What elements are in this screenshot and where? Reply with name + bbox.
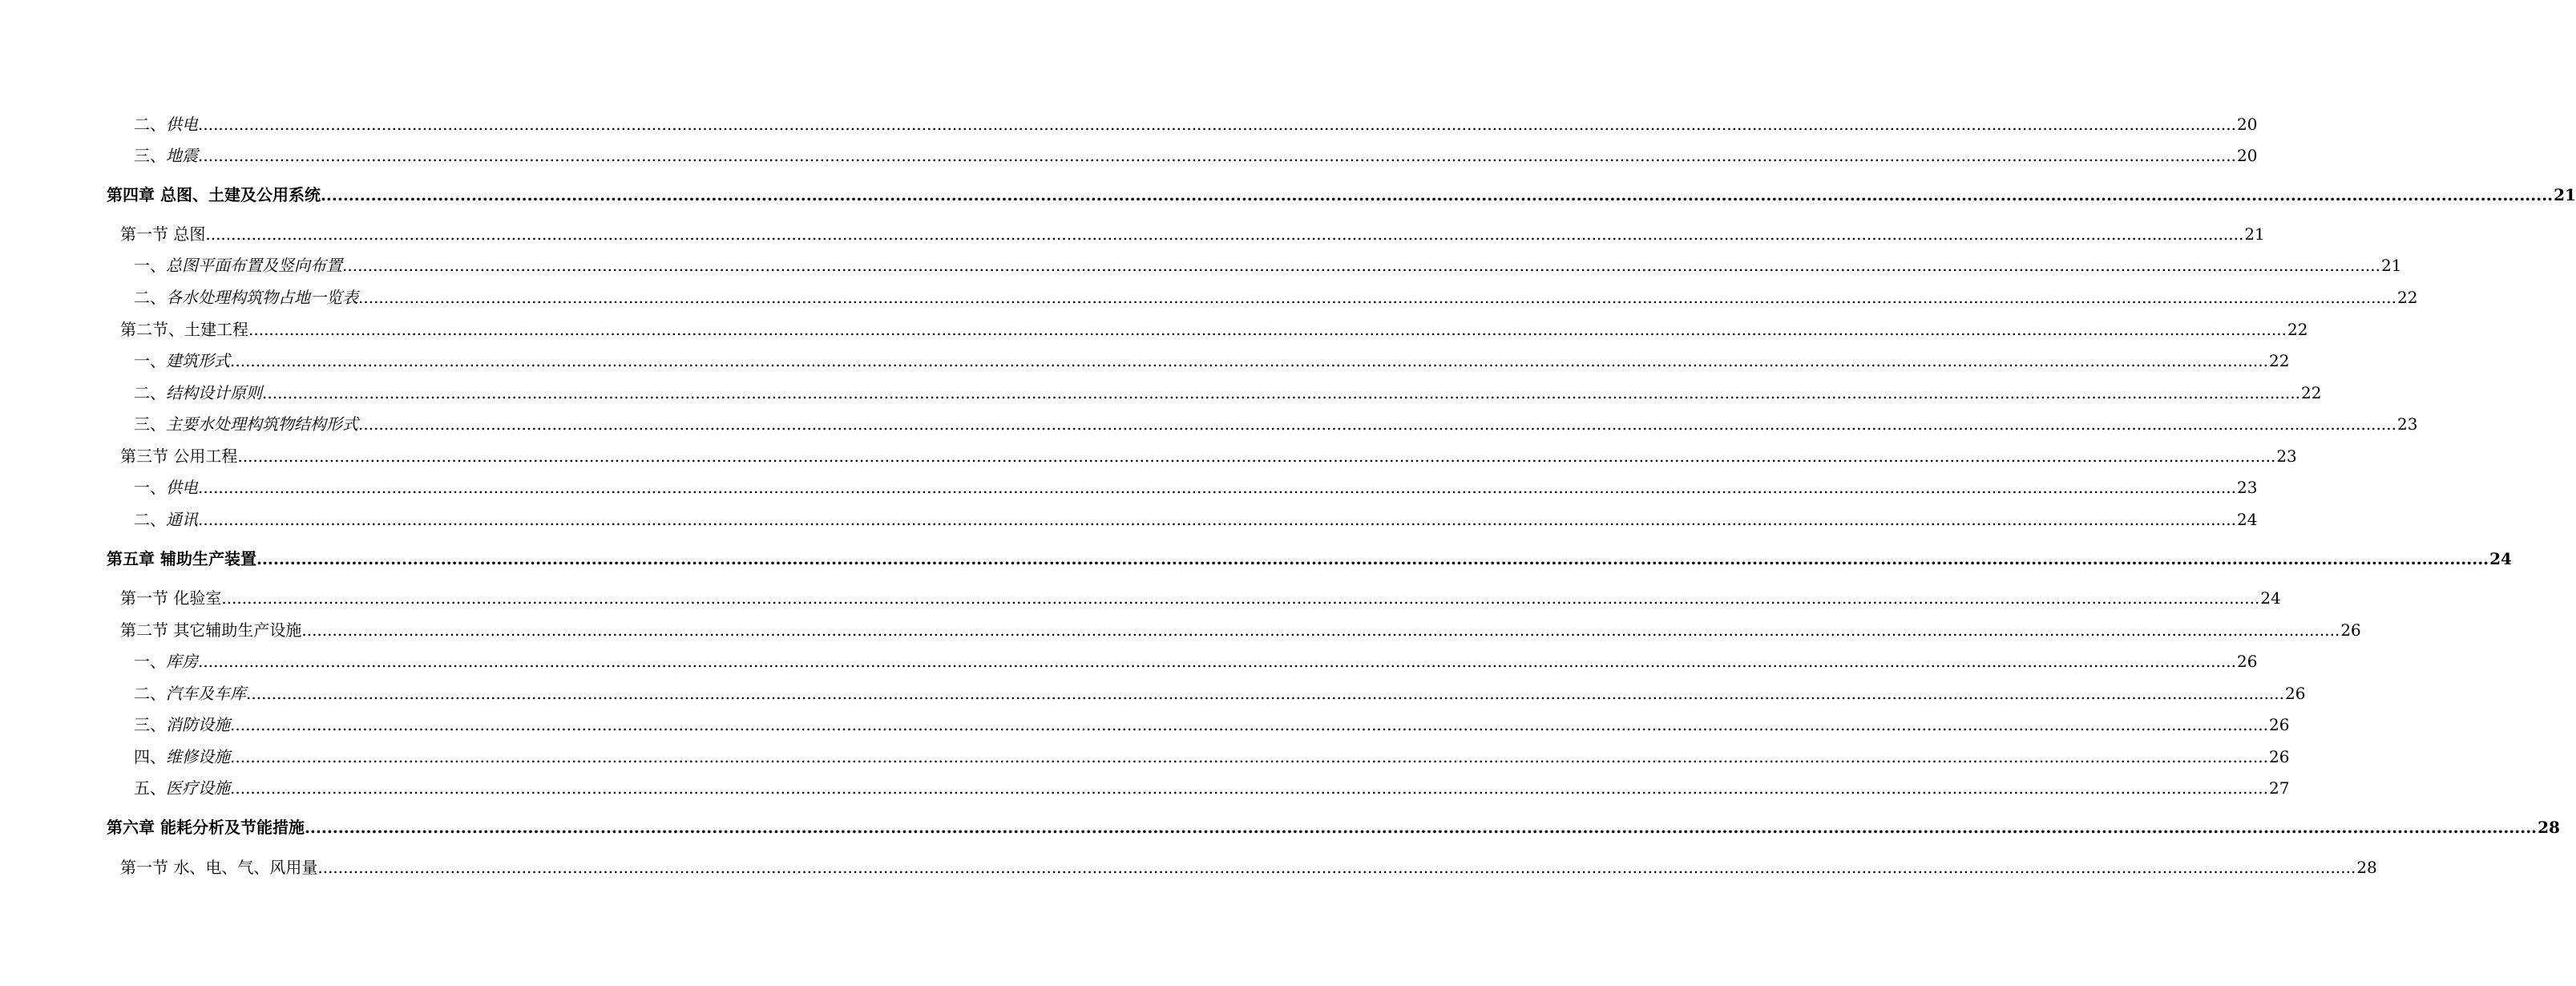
toc-entry-title bbox=[134, 382, 262, 403]
toc-entry-label: 第二节 其它辅助生产设施 bbox=[120, 620, 302, 640]
toc-page-number: 21 bbox=[2554, 185, 2576, 204]
toc-entry-title bbox=[134, 350, 230, 371]
toc-page-number: 22 bbox=[2268, 351, 2290, 370]
toc-entry-label: 各水处理构筑物占地一览表 bbox=[166, 288, 358, 307]
toc-dot-leader: ................................................................................................................................................................................................................................................................................................................................................................................................................ bbox=[230, 715, 2268, 734]
toc-entry-number: 一、 bbox=[134, 652, 166, 671]
toc-entry-section[interactable] bbox=[120, 319, 2308, 340]
toc-dot-leader: ................................................................................................................................................................................................................................................................................................................................................................................................................ bbox=[230, 351, 2268, 370]
toc-dot-leader: ................................................................................................................................................................................................................................................................................................................................................................................................................ bbox=[358, 414, 2396, 434]
toc-dot-leader: ................................................................................................................................................................................................................................................................................................................................................................................................................ bbox=[320, 185, 2554, 204]
toc-page-number: 23 bbox=[2276, 447, 2297, 466]
toc-entry-section[interactable] bbox=[120, 446, 2297, 467]
toc-entry-number: 五、 bbox=[134, 778, 166, 798]
toc-page-number: 26 bbox=[2284, 684, 2306, 703]
toc-entry-label: 库房 bbox=[166, 652, 198, 671]
toc-entry-label: 总图平面布置及竖向布置 bbox=[166, 256, 342, 275]
toc-entry-label: 第一节 总图 bbox=[120, 224, 206, 244]
toc-dot-leader: ................................................................................................................................................................................................................................................................................................................................................................................................................ bbox=[342, 256, 2380, 275]
toc-entry-label: 供电 bbox=[166, 478, 198, 497]
toc-dot-leader: ................................................................................................................................................................................................................................................................................................................................................................................................................ bbox=[205, 224, 2244, 244]
toc-entry-section[interactable] bbox=[120, 857, 2377, 878]
toc-page-number: 21 bbox=[2380, 256, 2402, 275]
toc-entry-item[interactable] bbox=[134, 746, 2290, 767]
toc-dot-leader: ................................................................................................................................................................................................................................................................................................................................................................................................................ bbox=[262, 383, 2300, 402]
toc-page-number: 20 bbox=[2236, 115, 2258, 134]
toc-entry-number: 三、 bbox=[134, 715, 166, 734]
toc-entry-item[interactable] bbox=[134, 255, 2402, 276]
toc-dot-leader: ................................................................................................................................................................................................................................................................................................................................................................................................................ bbox=[198, 510, 2236, 529]
toc-entry-title bbox=[134, 287, 358, 308]
toc-entry-label: 通讯 bbox=[166, 510, 198, 529]
toc-entry-title bbox=[134, 509, 198, 530]
toc-page-number: 24 bbox=[2260, 588, 2281, 608]
toc-entry-title bbox=[120, 588, 221, 608]
toc-entry-label: 供电 bbox=[166, 115, 198, 134]
toc-page-number: 22 bbox=[2287, 320, 2308, 339]
toc-entry-label: 第二节、土建工程 bbox=[120, 320, 248, 339]
toc-dot-leader: ................................................................................................................................................................................................................................................................................................................................................................................................................ bbox=[358, 288, 2396, 307]
toc-page-number: 22 bbox=[2396, 288, 2418, 307]
toc-page-number: 24 bbox=[2236, 510, 2258, 529]
toc-entry-chapter[interactable] bbox=[107, 817, 2560, 838]
toc-entry-label: 结构设计原则 bbox=[166, 383, 262, 402]
toc-entry-title bbox=[134, 145, 198, 166]
toc-dot-leader: ................................................................................................................................................................................................................................................................................................................................................................................................................ bbox=[248, 320, 2287, 339]
toc-dot-leader: ................................................................................................................................................................................................................................................................................................................................................................................................................ bbox=[304, 818, 2538, 837]
toc-page-number: 20 bbox=[2236, 146, 2258, 165]
toc-entry-item[interactable] bbox=[134, 382, 2322, 403]
toc-entry-label: 主要水处理构筑物结构形式 bbox=[166, 414, 358, 434]
toc-entry-label: 第六章 能耗分析及节能措施 bbox=[107, 818, 305, 837]
toc-dot-leader: ................................................................................................................................................................................................................................................................................................................................................................................................................ bbox=[198, 115, 2236, 134]
toc-entry-number: 二、 bbox=[134, 684, 166, 703]
toc-entry-title bbox=[134, 714, 230, 735]
toc-page-number: 23 bbox=[2236, 478, 2258, 497]
toc-entry-section[interactable] bbox=[120, 588, 2281, 608]
toc-entry-number: 四、 bbox=[134, 747, 166, 766]
toc-entry-item[interactable] bbox=[134, 778, 2290, 798]
toc-entry-title bbox=[120, 446, 237, 467]
toc-entry-item[interactable] bbox=[134, 114, 2258, 135]
toc-page-number: 26 bbox=[2236, 652, 2258, 671]
toc-entry-label: 第三节 公用工程 bbox=[120, 447, 238, 466]
toc-entry-title bbox=[107, 548, 256, 569]
toc-entry-title bbox=[107, 184, 321, 205]
toc-entry-item[interactable] bbox=[134, 477, 2258, 498]
toc-entry-title bbox=[120, 319, 248, 340]
toc-entry-title bbox=[120, 224, 205, 244]
toc-entry-title bbox=[134, 651, 198, 672]
toc-entry-number: 二、 bbox=[134, 510, 166, 529]
toc-page-number: 26 bbox=[2268, 715, 2290, 734]
toc-entry-number: 一、 bbox=[134, 256, 166, 275]
toc-entry-title bbox=[134, 778, 230, 798]
toc-entry-title bbox=[134, 114, 198, 135]
toc-entry-number: 二、 bbox=[134, 288, 166, 307]
toc-page-number: 28 bbox=[2356, 858, 2377, 877]
toc-entry-section[interactable] bbox=[120, 620, 2361, 640]
toc-entry-item[interactable] bbox=[134, 509, 2258, 530]
toc-entry-item[interactable] bbox=[134, 683, 2306, 704]
toc-dot-leader: ................................................................................................................................................................................................................................................................................................................................................................................................................ bbox=[221, 588, 2260, 608]
toc-entry-label: 第四章 总图、土建及公用系统 bbox=[107, 185, 321, 204]
toc-page-number: 21 bbox=[2244, 224, 2265, 244]
toc-page-number: 23 bbox=[2396, 414, 2418, 434]
toc-entry-number: 二、 bbox=[134, 115, 166, 134]
toc-entry-number: 二、 bbox=[134, 383, 166, 402]
toc-entry-number: 三、 bbox=[134, 146, 166, 165]
toc-entry-item[interactable] bbox=[134, 350, 2290, 371]
toc-entry-chapter[interactable] bbox=[107, 184, 2576, 205]
toc-entry-number: 三、 bbox=[134, 414, 166, 434]
toc-entry-title bbox=[120, 620, 301, 640]
toc-entry-item[interactable] bbox=[134, 287, 2418, 308]
toc-entry-title bbox=[134, 414, 358, 434]
toc-entry-label: 第一节 水、电、气、风用量 bbox=[120, 858, 318, 877]
toc-entry-item[interactable] bbox=[134, 651, 2258, 672]
toc-page-number: 28 bbox=[2538, 818, 2560, 837]
toc-entry-title bbox=[107, 817, 305, 838]
toc-entry-label: 第一节 化验室 bbox=[120, 588, 222, 608]
toc-entry-label: 建筑形式 bbox=[166, 351, 230, 370]
toc-dot-leader: ................................................................................................................................................................................................................................................................................................................................................................................................................ bbox=[256, 549, 2489, 568]
toc-entry-title bbox=[120, 857, 317, 878]
toc-entry-label: 医疗设施 bbox=[166, 778, 230, 798]
toc-entry-label: 地震 bbox=[166, 146, 198, 165]
toc-dot-leader: ................................................................................................................................................................................................................................................................................................................................................................................................................ bbox=[198, 146, 2236, 165]
toc-dot-leader: ................................................................................................................................................................................................................................................................................................................................................................................................................ bbox=[246, 684, 2284, 703]
toc-dot-leader: ................................................................................................................................................................................................................................................................................................................................................................................................................ bbox=[237, 447, 2276, 466]
toc-dot-leader: ................................................................................................................................................................................................................................................................................................................................................................................................................ bbox=[230, 747, 2268, 766]
toc-page-number: 27 bbox=[2268, 778, 2290, 798]
toc-page-number: 22 bbox=[2300, 383, 2322, 402]
toc-page-number: 26 bbox=[2340, 620, 2361, 640]
toc-dot-leader: ................................................................................................................................................................................................................................................................................................................................................................................................................ bbox=[198, 478, 2236, 497]
toc-entry-title bbox=[134, 255, 342, 276]
toc-entry-chapter[interactable] bbox=[107, 548, 2512, 569]
toc-entry-title bbox=[134, 683, 246, 704]
toc-entry-label: 汽车及车库 bbox=[166, 684, 246, 703]
toc-entry-label: 第五章 辅助生产装置 bbox=[107, 549, 256, 568]
toc-dot-leader: ................................................................................................................................................................................................................................................................................................................................................................................................................ bbox=[230, 778, 2268, 798]
toc-entry-item[interactable] bbox=[134, 714, 2290, 735]
toc-entry-label: 维修设施 bbox=[166, 747, 230, 766]
toc-dot-leader: ................................................................................................................................................................................................................................................................................................................................................................................................................ bbox=[198, 652, 2236, 671]
toc-entry-title bbox=[134, 746, 230, 767]
toc-entry-number: 一、 bbox=[134, 351, 166, 370]
toc-entry-title bbox=[134, 477, 198, 498]
toc-page-number: 26 bbox=[2268, 747, 2290, 766]
toc-entry-section[interactable] bbox=[120, 224, 2265, 244]
toc-entry-item[interactable] bbox=[134, 145, 2258, 166]
toc-page-number: 24 bbox=[2489, 549, 2512, 568]
toc-entry-item[interactable] bbox=[134, 414, 2418, 434]
toc-dot-leader: ................................................................................................................................................................................................................................................................................................................................................................................................................ bbox=[301, 620, 2340, 640]
toc-entry-number: 一、 bbox=[134, 478, 166, 497]
toc-dot-leader: ................................................................................................................................................................................................................................................................................................................................................................................................................ bbox=[317, 858, 2356, 877]
toc-entry-label: 消防设施 bbox=[166, 715, 230, 734]
